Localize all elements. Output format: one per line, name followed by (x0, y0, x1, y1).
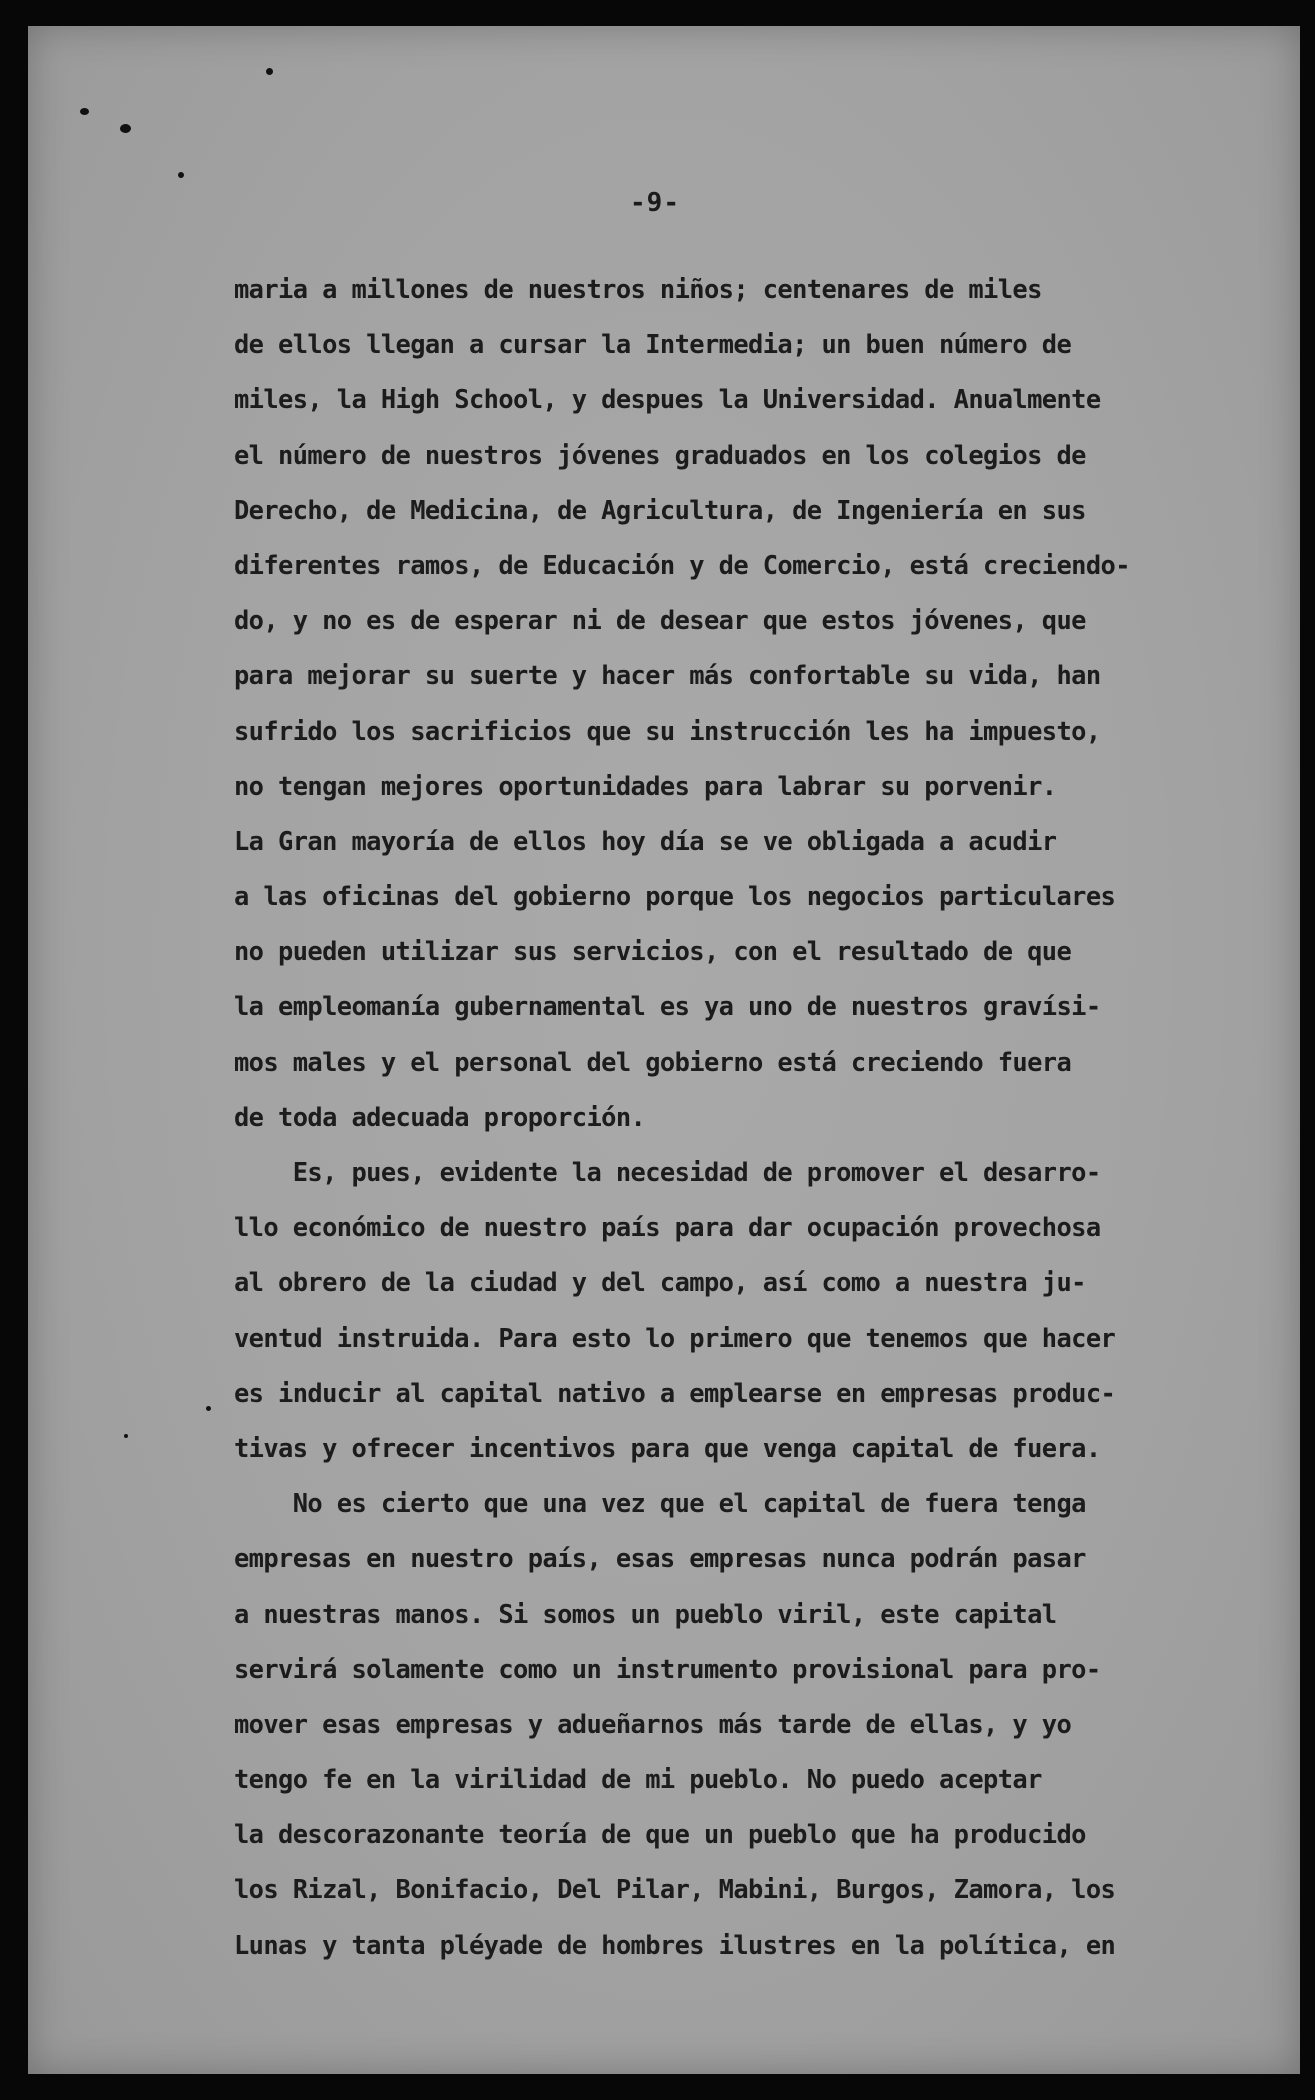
text-line: ventud instruida. Para esto lo primero que tenemos que hacer (234, 1322, 1116, 1353)
text-line: do, y no es de esperar ni de desear que estos jóvenes, que (234, 605, 1086, 636)
text-line: miles, la High School, y despues la Universidad. Anualmente (234, 384, 1101, 415)
text-line: llo económico de nuestro país para dar ocupación provechosa (234, 1212, 1101, 1243)
film-speck (120, 124, 131, 133)
text-line: No es cierto que una vez que el capital de fuera tenga (234, 1488, 1086, 1519)
page-number: -9- (630, 188, 680, 218)
text-line: a las oficinas del gobierno porque los negocios particulares (234, 881, 1116, 912)
text-line: mover esas empresas y adueñarnos más tarde de ellas, y yo (234, 1708, 1072, 1739)
text-line: de ellos llegan a cursar la Intermedia; un buen número de (234, 329, 1072, 360)
text-line: Lunas y tanta pléyade de hombres ilustres en la política, en (234, 1929, 1116, 1960)
text-line: tengo fe en la virilidad de mi pueblo. No puedo aceptar (234, 1764, 1042, 1795)
text-line: al obrero de la ciudad y del campo, así como a nuestra ju- (234, 1267, 1086, 1298)
text-line: es inducir al capital nativo a emplearse en empresas produc- (234, 1377, 1116, 1408)
film-speck (124, 1434, 128, 1438)
text-line: para mejorar su suerte y hacer más confortable su vida, han (234, 660, 1101, 691)
text-line: la descorazonante teoría de que un pueblo que ha producido (234, 1819, 1086, 1850)
text-line: mos males y el personal del gobierno está creciendo fuera (234, 1046, 1072, 1077)
text-line: maria a millones de nuestros niños; centenares de miles (234, 274, 1042, 304)
film-speck (266, 68, 273, 75)
body-text (234, 262, 1194, 1973)
text-line: no tengan mejores oportunidades para labrar su porvenir. (234, 770, 1057, 801)
text-line: a nuestras manos. Si somos un pueblo viril, este capital (234, 1598, 1057, 1629)
film-speck (206, 1406, 211, 1411)
text-line: sufrido los sacrificios que su instrucción les ha impuesto, (234, 715, 1101, 746)
text-line: de toda adecuada proporción. (234, 1101, 646, 1132)
text-line: Derecho, de Medicina, de Agricultura, de Ingeniería en sus (234, 494, 1086, 525)
text-line: el número de nuestros jóvenes graduados en los colegios de (234, 439, 1086, 470)
text-line: no pueden utilizar sus servicios, con el resultado de que (234, 936, 1072, 967)
text-line: servirá solamente como un instrumento provisional para pro- (234, 1653, 1101, 1684)
text-line: empresas en nuestro país, esas empresas nunca podrán pasar (234, 1543, 1086, 1574)
text-line: tivas y ofrecer incentivos para que venga capital de fuera. (234, 1432, 1101, 1463)
film-speck (178, 172, 184, 178)
text-line: Es, pues, evidente la necesidad de promover el desarro- (234, 1157, 1101, 1187)
text-line: diferentes ramos, de Educación y de Comercio, está creciendo- (234, 549, 1130, 580)
text-line: La Gran mayoría de ellos hoy día se ve obligada a acudir (234, 825, 1057, 856)
text-line: los Rizal, Bonifacio, Del Pilar, Mabini, Burgos, Zamora, los (234, 1874, 1116, 1905)
film-speck (80, 108, 89, 115)
text-line: la empleomanía gubernamental es ya uno de nuestros gravísi- (234, 991, 1101, 1022)
